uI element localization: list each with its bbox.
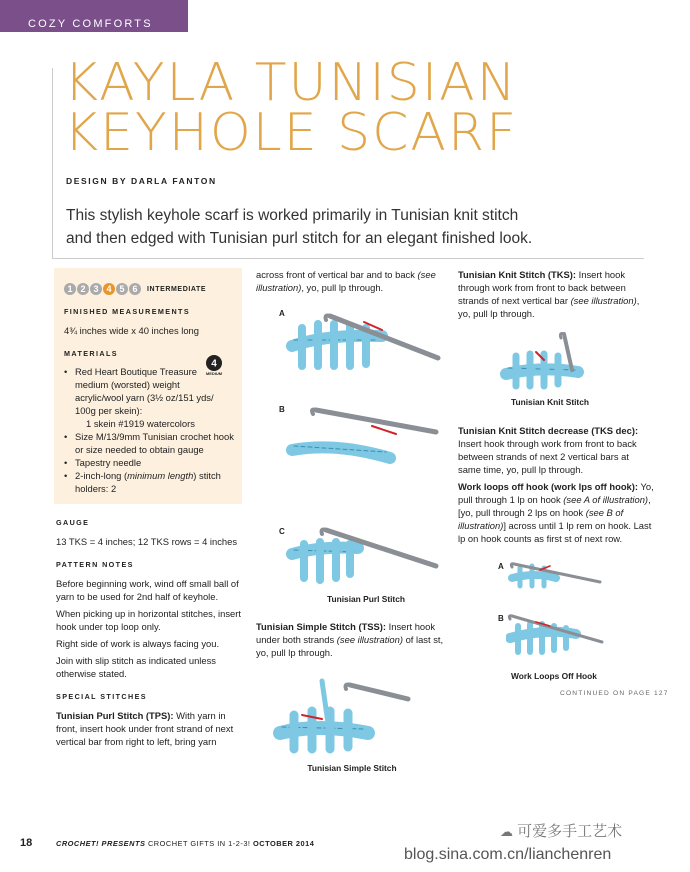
knit-stitch-caption: Tunisian Knit Stitch: [510, 397, 589, 407]
fig-label-a: A: [279, 309, 285, 318]
title-line-1: KAYLA TUNISIAN: [64, 53, 518, 113]
skill-circle-1: 1: [64, 283, 76, 295]
material-needle: • Tapestry needle: [64, 456, 242, 469]
pattern-note-2: When picking up in horizontal stitches, insert hook under top loop only.: [56, 608, 241, 632]
pattern-note-4: Join with slip stitch as indicated unless otherwise stated.: [56, 655, 216, 679]
skill-circle-6: 6: [129, 283, 141, 295]
materials-heading: MATERIALS: [64, 349, 118, 358]
work-loops-illustration: [506, 556, 606, 666]
fig-label-c: C: [279, 527, 285, 536]
materials-list: [64, 365, 242, 495]
material-yarn: • Red Heart Boutique Treasure medium (worsted) weight acrylic/wool yarn (3½ oz/151 yds/ 100g per skein): 1 skein #1919 watercolors: [64, 365, 242, 430]
pattern-note-1: Before beginning work, wind off small ball of yarn to be used for 2nd half of keyhole.: [56, 578, 239, 602]
yarn-weight-icon: [205, 354, 223, 376]
gauge-text: 13 TKS = 4 inches; 12 TKS rows = 4 inches: [56, 536, 238, 547]
work-loops-caption: Work Loops Off Hook: [511, 671, 597, 681]
weibo-icon: ☁: [500, 824, 513, 839]
finished-text: 4¾ inches wide x 40 inches long: [64, 325, 199, 336]
purl-fig-a: [292, 316, 438, 367]
finished-heading: FINISHED MEASUREMENTS: [64, 307, 191, 316]
title-line-2: KEYHOLE SCARF: [64, 103, 519, 163]
fig-label-b: B: [279, 405, 285, 414]
byline: DESIGN BY DARLA FANTON: [66, 176, 217, 186]
page-number: 18: [20, 837, 33, 849]
simple-stitch-illustration: [272, 675, 412, 757]
continued-note: CONTINUED ON PAGE 127: [560, 690, 669, 697]
material-holders: • 2-inch-long (minimum length) stitch holders: 2: [64, 469, 242, 495]
watermark-brand: ☁ 可爱多手工艺术: [500, 823, 623, 840]
purl-fig-c: [292, 530, 436, 581]
tps-definition: Tunisian Purl Stitch (TPS): With yarn in front, insert hook under front strand of next vertical bar from right to left, bring yarn: [56, 710, 234, 747]
special-stitches-heading: SPECIAL STITCHES: [56, 692, 147, 701]
intro-line-2: and then edged with Tunisian purl stitch for an elegant finished look.: [66, 230, 533, 247]
watermark-url: blog.sina.com.cn/lianchenren: [404, 846, 612, 863]
intro-text: [66, 204, 626, 250]
material-hook: • Size M/13/9mm Tunisian crochet hook or size needed to obtain gauge: [64, 430, 242, 456]
knit-stitch-illustration: [500, 330, 600, 392]
pattern-notes-heading: PATTERN NOTES: [56, 560, 134, 569]
left-column: [56, 516, 242, 748]
tks-definition: Tunisian Knit Stitch (TKS): Insert hook through work from front to back between strands of next vertical bar (see illustration), yo, pull lp through.: [458, 269, 640, 319]
gauge-heading: GAUGE: [56, 518, 90, 527]
yarn-weight-number: 4: [211, 358, 217, 370]
publication-footer: CROCHET! PRESENTS CROCHET GIFTS IN 1-2-3! OCTOBER 2014: [56, 839, 315, 848]
tss-definition: Tunisian Simple Stitch (TSS): Insert hook under both strands (see illustration) of last st, yo, pull lp through.: [256, 621, 444, 658]
skill-circle-3: 3: [90, 283, 102, 295]
intro-line-1: This stylish keyhole scarf is worked primarily in Tunisian knit stitch: [66, 207, 519, 224]
tks-dec-definition: Tunisian Knit Stitch decrease (TKS dec): Insert hook through work from front to back between strands of next 2 vertical bars at same time, yo, pull lp through. Work loops off hook (work lps off hook): Yo, pull through 1 lp on hook (see A of illustration), [yo, pull through 2 lps on hook (see B of illustration)] across until 1 lp rem on hook. Last lp on hook counts as first st of next row.: [458, 425, 654, 544]
tps-continued: across front of vertical bar and to back (see illustration), yo, pull lp through.: [256, 269, 436, 293]
yarn-weight-label: MEDIUM: [205, 371, 223, 376]
page-title: [64, 53, 664, 163]
wl-fig-label-b: B: [498, 614, 504, 623]
purl-stitch-illustration: [286, 310, 446, 590]
purl-fig-b: [292, 410, 436, 459]
skill-label: INTERMEDIATE: [147, 285, 207, 293]
purl-caption: Tunisian Purl Stitch: [326, 594, 405, 604]
divider-horizontal: [52, 258, 644, 259]
pattern-note-3: Right side of work is always facing you.: [56, 638, 220, 649]
section-tab: COZY COMFORTS: [0, 0, 188, 32]
sidebar-content: [64, 305, 242, 495]
skill-circle-5: 5: [116, 283, 128, 295]
skill-circle-2: 2: [77, 283, 89, 295]
skill-level: [64, 283, 206, 295]
wl-fig-label-a: A: [498, 562, 504, 571]
divider-vertical: [52, 68, 53, 258]
skill-circle-4-active: 4: [103, 283, 115, 295]
simple-stitch-caption: Tunisian Simple Stitch: [307, 763, 397, 773]
